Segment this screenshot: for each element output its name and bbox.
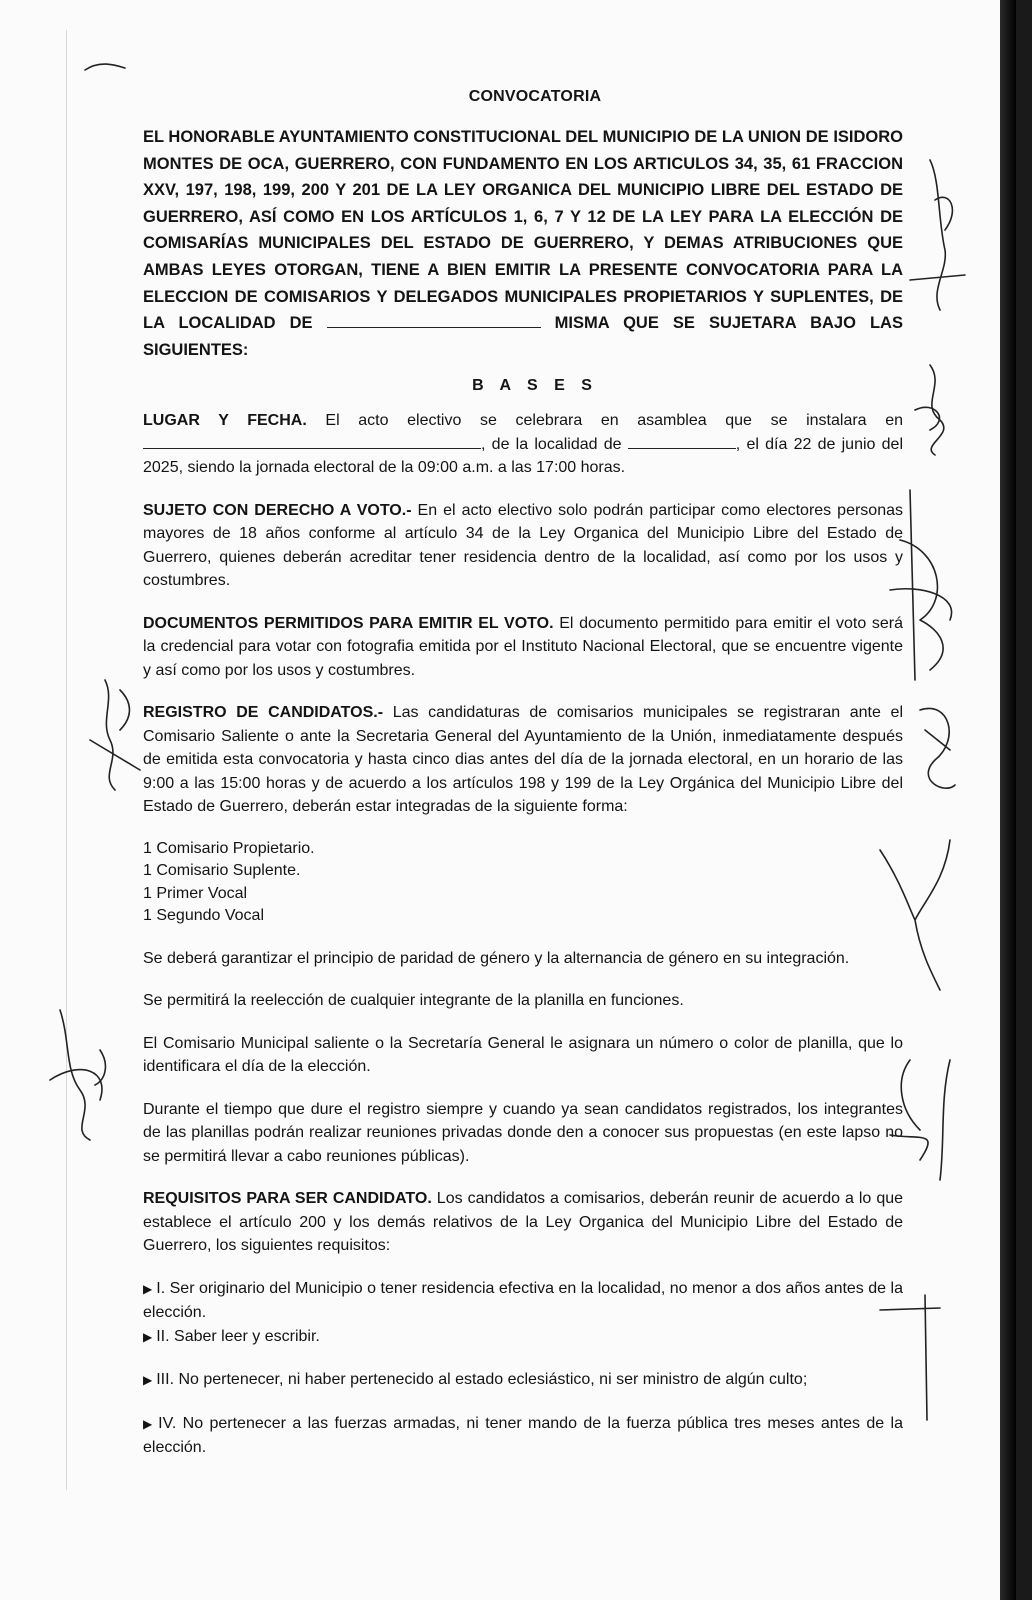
integrantes-list	[143, 838, 903, 928]
signature-mark-top	[80, 50, 130, 80]
requisito-item	[143, 1277, 903, 1325]
lugar-label: LUGAR Y FECHA.	[143, 412, 307, 430]
signature-mark-right-4	[900, 690, 970, 810]
reuniones-paragraph: Durante el tiempo que dure el registro siempre y cuando ya sean candidatos registrados, los integrantes de las planillas podrán realizar reuniones privadas donde den a conocer sus propuestas (en este lapso no se permitirá llevar a cabo reuniones públicas).	[143, 1100, 903, 1165]
requisito-text: II. Saber leer y escribir.	[156, 1327, 320, 1345]
requisito-item	[143, 1412, 903, 1460]
page-fold-line	[66, 30, 67, 1490]
requisito-item	[143, 1368, 903, 1393]
venue-blank	[143, 434, 481, 449]
list-item: 1 Segundo Vocal	[143, 907, 264, 925]
triangle-bullet-icon: ▶	[143, 1281, 153, 1296]
document-body	[143, 88, 903, 1460]
signature-mark-left-2	[40, 1000, 130, 1150]
requisitos-label: REQUISITOS PARA SER CANDIDATO.	[143, 1190, 432, 1208]
lugar-text-3: , el día 22 de junio del 2025, siendo la jornada electoral de la 09:00 a.m. a las 17:00 horas.	[143, 435, 904, 477]
intro-tail-before: LOCALIDAD DE	[178, 314, 313, 333]
bases-heading: B A S E S	[472, 377, 598, 395]
sujeto-text: En el acto electivo solo podrán participar como electores personas mayores de 18 años conforme al artículo 34 de la Ley Organica del Municipio Libre del Estado de Guerrero, quienes deberán acreditar tener residencia dentro de la localidad, así como por los usos y costumbres.	[143, 501, 903, 590]
list-item: 1 Primer Vocal	[143, 884, 248, 902]
triangle-bullet-icon: ▶	[143, 1329, 153, 1344]
reeleccion-paragraph: Se permitirá la reelección de cualquier integrante de la planilla en funciones.	[143, 992, 684, 1010]
requisito-text: I. Ser originario del Municipio o tener residencia efectiva en la localidad, no menor a dos años antes de la elección.	[143, 1279, 904, 1322]
intro-paragraph	[143, 124, 903, 363]
locality-blank-2	[628, 434, 736, 449]
requisitos-text: Los candidatos a comisarios, deberán reunir de acuerdo a lo que establece el artículo 200 y los demás relativos de la Ley Organica del Municipio Libre del Estado de Guerrero, los siguientes requisitos:	[143, 1190, 904, 1255]
registro-label: REGISTRO DE CANDIDATOS.-	[143, 704, 384, 722]
intro-tail-after: MISMA QUE SE SUJETARA BAJO LAS SIGUIENTES:	[143, 314, 903, 359]
paridad-paragraph: Se deberá garantizar el principio de paridad de género y la alternancia de género en su integración.	[143, 949, 850, 967]
requisito-item	[143, 1325, 903, 1350]
locality-blank	[327, 313, 541, 328]
requisito-text: III. No pertenecer, ni haber pertenecido al estado eclesiástico, ni ser ministro de algún culto;	[156, 1371, 808, 1389]
lugar-text-1: El acto electivo se celebrara en asamblea que se instalara en	[325, 412, 903, 430]
lugar-text-2: , de la localidad de	[481, 435, 622, 453]
registro-text: Las candidaturas de comisarios municipales se registraran ante el Comisario Saliente o ante la Secretaria General del Ayuntamiento de la Unión, inmediatamente después de emitida esta convocatoria y hasta cinco dias antes del día de la jornada electoral, en un horario de las 9:00 a las 15:00 horas y de acuerdo a los artículos 198 y 199 de la Ley Orgánica del Municipio Libre del Estado de Guerrero, deberán estar integradas de la siguiente forma:	[143, 704, 904, 816]
signature-mark-right-1	[890, 140, 980, 340]
sujeto-label: SUJETO CON DERECHO A VOTO.-	[143, 501, 412, 519]
triangle-bullet-icon: ▶	[143, 1373, 153, 1388]
scan-edge	[1000, 0, 1016, 1600]
registro-paragraph	[143, 701, 903, 819]
triangle-bullet-icon: ▶	[143, 1416, 155, 1431]
documentos-label: DOCUMENTOS PERMITIDOS PARA EMITIR EL VOTO.	[143, 614, 554, 632]
documentos-paragraph	[143, 612, 903, 683]
lugar-fecha-paragraph	[143, 409, 903, 480]
list-item: 1 Comisario Propietario.	[143, 839, 315, 857]
documentos-text: El documento permitido para emitir el voto será la credencial para votar con fotografia emitida por el Instituto Nacional Electoral, que se encuentre vigente y así como por los usos y costumbres.	[143, 614, 904, 679]
numero-planilla-paragraph: El Comisario Municipal saliente o la Secretaría General le asignara un número o color de planilla, que lo identificara el día de la elección.	[143, 1034, 903, 1076]
requisitos-paragraph	[143, 1187, 903, 1258]
list-item: 1 Comisario Suplente.	[143, 862, 301, 880]
sujeto-paragraph	[143, 499, 903, 593]
document-title: CONVOCATORIA	[468, 88, 602, 105]
intro-text: EL HONORABLE AYUNTAMIENTO CONSTITUCIONAL DEL MUNICIPIO DE LA UNION DE ISIDORO MONTES DE OCA, GUERRERO, CON FUNDAMENTO EN LOS ARTICULOS 34, 35, 61 FRACCION XXV, 197, 198, 199, 200 Y 201 DE LA LEY ORGANICA DEL MUNICIPIO LIBRE DEL ESTADO DE GUERRERO, ASÍ COMO EN LOS ARTÍCULOS 1, 6, 7 Y 12 DE LA LEY PARA LA ELECCIÓN DE COMISARÍAS MUNICIPALES DEL ESTADO DE GUERRERO, Y DEMAS ATRIBUCIONES QUE AMBAS LEYES OTORGAN, TIENE A BIEN EMITIR LA PRESENTE CONVOCATORIA PARA LA ELECCION DE COMISARIOS Y DELEGADOS MUNICIPALES PROPIETARIOS Y SUPLENTES, DE LA	[143, 128, 903, 333]
signature-mark-right-2	[900, 360, 970, 460]
requisito-text: IV. No pertenecer a las fuerzas armadas, ni tener mando de la fuerza pública tres meses antes de la elección.	[143, 1414, 903, 1457]
